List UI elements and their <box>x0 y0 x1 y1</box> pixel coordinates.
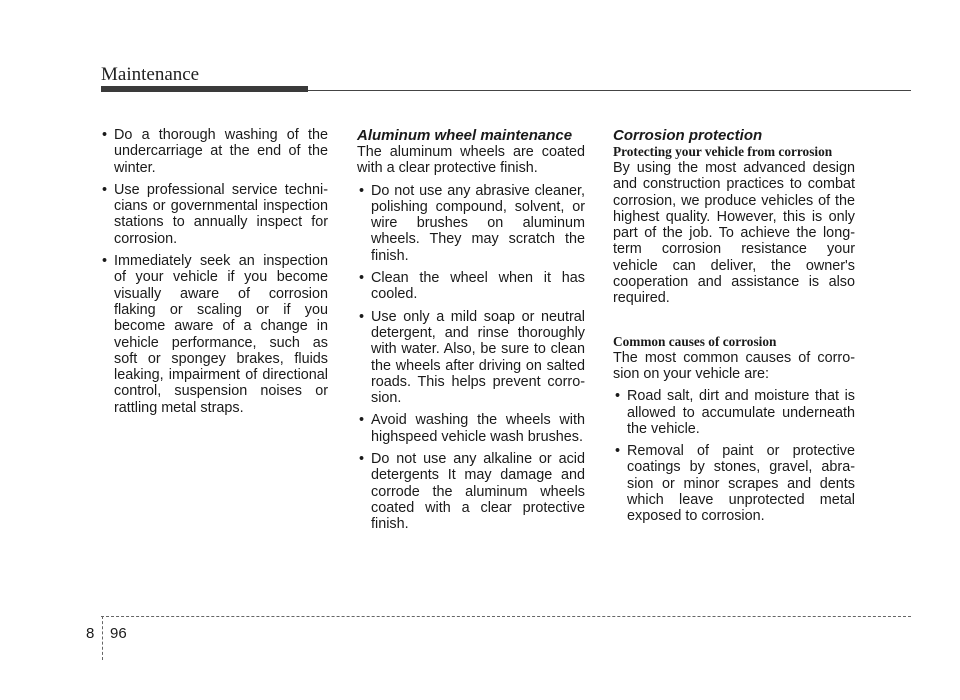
column-right <box>613 127 855 531</box>
footer-divider <box>102 616 103 660</box>
footer-rule <box>101 616 911 617</box>
column-middle <box>357 127 585 539</box>
page-number: 96 <box>110 625 127 642</box>
corrosion-protection-heading: Corrosion protection <box>613 127 763 144</box>
aluminum-wheel-intro: The aluminum wheels are coated with a clear protective finish. <box>357 144 585 177</box>
list-item: • Do a thorough washing of the undercarriage at the end of the winter. <box>100 127 328 176</box>
header-rule-accent <box>101 86 308 92</box>
header-title: Maintenance <box>101 64 200 85</box>
corrosion-causes-list <box>613 388 855 524</box>
undercarriage-tips-list <box>100 127 328 416</box>
common-causes-paragraph: The most common causes of corrosion on your vehicle are: <box>613 349 855 382</box>
protecting-vehicle-paragraph: By using the most advanced design and construction practices to combat corrosion, we produce vehicles of the highest quality. However, this is only part of the job. To achieve the long-term corrosion resistance your vehicle can deliver, the owner's cooperation and assistance is also required. <box>613 160 855 307</box>
list-item: • Road salt, dirt and moisture that is allowed to accumulate underneath the vehicle. <box>613 388 855 437</box>
aluminum-wheel-list <box>357 183 585 533</box>
protecting-vehicle-subheading: Protecting your vehicle from corrosion <box>613 144 833 159</box>
list-item: • Do not use any abrasive cleaner, polishing compound, solvent, or wire brushes on aluminum wheels. They may scratch the finish. <box>357 183 585 264</box>
aluminum-wheel-heading: Aluminum wheel maintenance <box>357 127 573 144</box>
list-item: • Clean the wheel when it has cooled. <box>357 270 585 303</box>
column-left <box>100 127 328 422</box>
list-item: • Do not use any alkaline or acid detergents It may damage and corrode the aluminum wheels coated with a clear protective finish. <box>357 451 585 532</box>
section-number: 8 <box>86 625 95 642</box>
list-item: • Use only a mild soap or neutral detergent, and rinse thoroughly with water. Also, be sure to clean the wheels after driving on salted roads. This helps prevent corrosion. <box>357 309 585 407</box>
list-item: • Avoid washing the wheels with highspeed vehicle wash brushes. <box>357 412 585 445</box>
list-item: • Use professional service technicians or governmental inspection stations to annually inspect for corrosion. <box>100 182 328 247</box>
list-item: • Removal of paint or protective coatings by stones, gravel, abrasion or minor scrapes and dents which leave unprotected metal exposed to corrosion. <box>613 443 855 524</box>
list-item: • Immediately seek an inspection of your vehicle if you become visually aware of corrosion flaking or scaling or if you become aware of a change in vehicle performance, such as soft or spongey brakes, fluids leaking, impairment of directional control, suspension noises or rattling metal straps. <box>100 253 328 416</box>
common-causes-subheading: Common causes of corrosion <box>613 333 777 349</box>
